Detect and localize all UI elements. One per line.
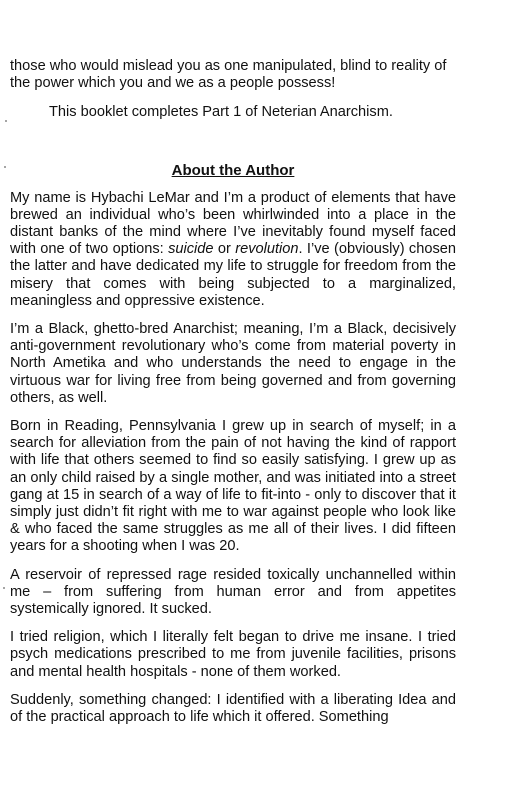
completion-note: This booklet completes Part 1 of Neterian Anarchism. [49, 104, 393, 121]
section-heading: About the Author [171, 161, 295, 179]
paragraph-4: A reservoir of repressed rage resided toxically unchannelled within me – from suffering from human error and from appetites systemically ignored. It sucked. [10, 566, 456, 618]
paragraph-5: I tried religion, which I literally felt began to drive me insane. I tried psych medications prescribed to me from juvenile facilities, prisons and mental health hospitals - none of them worked. [10, 629, 456, 680]
paragraph-6: Suddenly, something changed: I identified with a liberating Idea and of the practical approach to life which it offered. Something [10, 691, 456, 726]
paragraph-1 [10, 190, 456, 310]
document-page [10, 58, 456, 737]
paragraph-1-text-a: My name is Hybachi LeMar and I’m a product of elements that have brewed an individual who’s been whirlwinded into a place in the distant banks of the mind where I’ve inevitably found myself faced with one of two options: [10, 189, 456, 258]
scan-speck [5, 120, 7, 122]
scan-speck [4, 166, 6, 168]
paragraph-3: Born in Reading, Pennsylvania I grew up in search of myself; in a search for alleviation from the pain of not having the kind of rapport with life that others seemed to find so easily satisfying. I grew up as an only child raised by a single mother, and was initiated into a street gang at 15 in search of a way of life to fit-into - only to discover that it simply just didn’t fit right with me to war against people who look like & who faced the same struggles as me all of their lives. I did fifteen years for a shooting when I was 20. [10, 418, 456, 555]
paragraph-1-revolution: revolution [235, 241, 299, 258]
paragraph-1-suicide: suicide [168, 241, 214, 258]
paragraph-1-or: or [213, 241, 236, 258]
intro-text: those who would mislead you as one manipulated, blind to reality of the power which you and we as a people possess! [10, 58, 447, 92]
scan-speck [3, 587, 5, 589]
paragraph-2: I’m a Black, ghetto-bred Anarchist; meaning, I’m a Black, decisively anti-government revolutionary who’s come from material poverty in North Ametika and who understands the need to engage in the virtuous war for living free from being governed and from governing others, as well. [10, 321, 456, 406]
paragraph-1-text-b: . I’ve (obviously) chosen the latter and have dedicated my life to struggle for freedom from the misery that comes with being subjected to a marginalized, meaningless and oppressive existence. [10, 241, 456, 309]
